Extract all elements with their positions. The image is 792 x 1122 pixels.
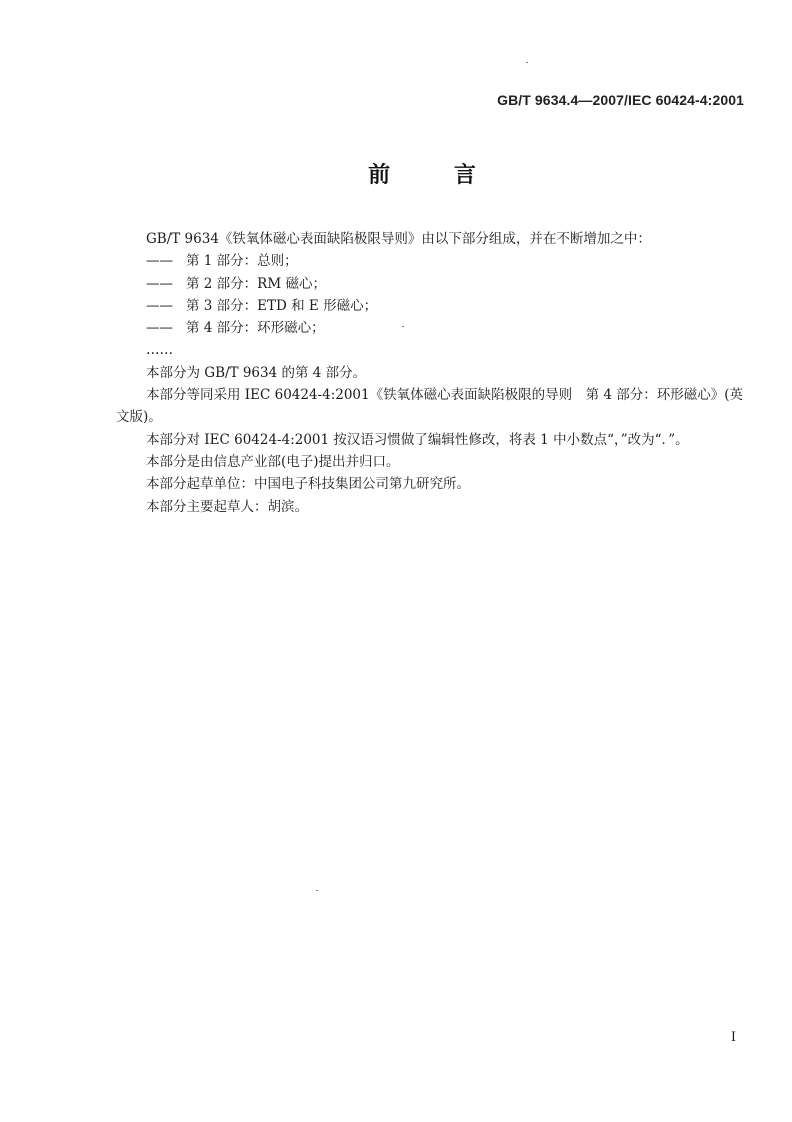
list-item-text: 第 3 部分：ETD 和 E 形磁心；: [186, 297, 378, 314]
list-dash: ——: [146, 275, 173, 292]
list-item-text: 第 2 部分：RM 磁心；: [186, 275, 326, 292]
list-item: [116, 295, 746, 317]
scan-speck: [316, 890, 318, 891]
list-ellipsis: ……: [146, 342, 173, 359]
page-title: 前 言: [368, 163, 504, 188]
list-item-text: 第 4 部分：环形磁心；: [186, 320, 325, 337]
paragraph-proposer: 本部分是由信息产业部(电子)提出并归口。: [146, 453, 400, 470]
intro-paragraph: GB/T 9634《铁氧体磁心表面缺陷极限导则》由以下部分组成，并在不断增加之中：: [146, 231, 651, 247]
scan-speck: [402, 326, 404, 327]
list-item-text: 第 1 部分：总则；: [186, 253, 298, 270]
list-item: [116, 317, 746, 339]
paragraph-drafting-unit: 本部分起草单位：中国电子科技集团公司第九研究所。: [146, 476, 470, 493]
parts-list: [116, 250, 746, 339]
list-dash: ——: [146, 297, 173, 314]
paragraph-part-number: 本部分为 GB/T 9634 的第 4 部分。: [146, 364, 367, 381]
paragraph-drafters: 本部分主要起草人：胡滨。: [146, 498, 308, 515]
page-number: I: [730, 1030, 736, 1045]
scan-speck: [526, 62, 528, 63]
paragraph-editorial-changes: 本部分对 IEC 60424-4:2001 按汉语习惯做了编辑性修改，将表 1 中小数点“，”改为“．”。: [146, 431, 689, 448]
list-item: [116, 273, 746, 295]
list-item: [116, 250, 746, 272]
standard-code: GB/T 9634.4—2007/IEC 60424-4:2001: [497, 92, 744, 108]
list-dash: ——: [146, 253, 173, 270]
paragraph-equivalence: 本部分等同采用 IEC 60424-4:2001《铁氧体磁心表面缺陷极限的导则 第 4 部分：环形磁心》(英文版)。: [116, 387, 744, 426]
document-body: [116, 228, 746, 518]
list-dash: ——: [146, 320, 173, 337]
